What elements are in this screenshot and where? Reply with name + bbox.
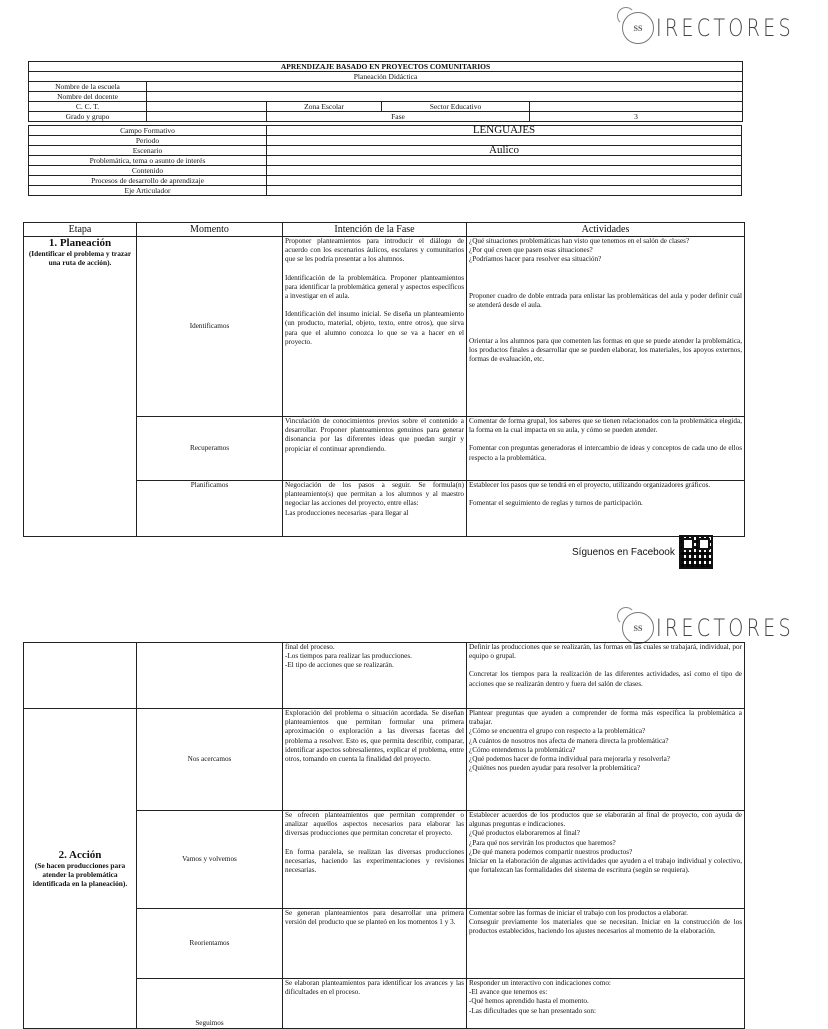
actividad-text: -El avance que tenemos es: [469, 988, 548, 997]
brand-wordmark: IRECTORES [656, 614, 794, 642]
actividad-text: ¿Cómo se encuentra el grupo con respecto a la problemática? [469, 727, 646, 736]
actividad-text: Comentar de forma grupal, los saberes que se tienen relacionados con la problemática elegida, la forma en la cual impacta en su aula, y cómo se pueden atender. [469, 417, 742, 435]
docente-label: Nombre del docente [29, 92, 147, 102]
actividad-text: Orientar a los alumnos para que comenten las formas en que se puede atender la problemática, los productos finales a desarrollar que se pueden elaborar, los materiales, los apoyos externos, formas de evaluación, etc. [469, 337, 742, 364]
col-intencion: Intención de la Fase [283, 223, 467, 237]
zona-label: Zona Escolar [267, 102, 382, 112]
actividades-cell [467, 909, 745, 979]
actividad-text: Fomentar el seguimiento de reglas y turnos de participación. [469, 499, 643, 508]
intencion-text: Identificación del insumo inicial. Se diseña un planteamiento (un producto, material, objeto, texto, entre otros), que sirva para que el alumno conozca lo que se va a hacer en el proyecto. [285, 310, 464, 346]
escuela-label: Nombre de la escuela [29, 82, 147, 92]
actividades-cell [467, 481, 745, 537]
stage-planeacion [24, 237, 137, 537]
intencion-cell: Se generan planteamientos para desarrollar una primera versión del producto que se planteó en los momentos 1 y 3. [283, 909, 467, 979]
moment-seguimos: Seguimos [137, 979, 283, 1029]
actividad-text: ¿De qué manera podemos compartir nuestros productos? [469, 847, 633, 856]
header-table [28, 61, 743, 122]
actividades-cell [467, 979, 745, 1029]
col-actividades: Actividades [467, 223, 745, 237]
actividades-cell [467, 709, 745, 811]
actividad-text: Establecer acuerdos de los productos que se elaborarán al final de proyecto, con ayuda de algunas preguntas e indicaciones. [469, 811, 742, 829]
actividad-text: ¿Para qué nos servirán los productos que haremos? [469, 838, 616, 847]
actividad-text: ¿Cómo entendemos la problemática? [469, 745, 576, 754]
qr-code-icon[interactable] [679, 535, 713, 569]
intencion-text: Se ofrecen planteamientos que permitan comprender o analizar aquellos aspectos necesarios para elaborar las diversas producciones que permitan concretar el proyecto. [285, 811, 464, 838]
moment-nos-acercamos: Nos acercamos [137, 709, 283, 811]
escenario-label: Escenario [29, 146, 267, 156]
actividad-text: Plantear preguntas que ayuden a comprender de forma más específica la problemática a trabajar. [469, 709, 742, 727]
actividad-text: ¿Qué podemos hacer de forma individual para mejorarla y resolverla? [469, 755, 670, 764]
actividad-text: ¿Qué situaciones problemáticas han visto que tenemos en el salón de clases? [469, 237, 690, 245]
actividad-text: -Qué hemos aprendido hasta el momento. [469, 997, 589, 1006]
sector-field[interactable] [530, 102, 743, 112]
intencion-text: Negociación de los pasos a seguir. Se formula(n) planteamiento(s) que permitan a los alumnos y al maestro negociar las acciones del proyecto, entre ellas: [285, 481, 464, 508]
intencion-text: -El tipo de acciones que se realizarán. [285, 661, 394, 670]
actividades-cell [467, 643, 745, 709]
stage-title: 1. Planeación [48, 237, 112, 249]
intencion-text: Identificación de la problemática. Proponer planteamientos para identificar la problemática general y aspectos específicos a investigar en el aula. [285, 273, 464, 301]
intencion-text: Las producciones necesarias -para llegar al [285, 508, 409, 517]
actividad-text: Iniciar en la elaboración de algunas actividades que ayuden a el trabajo individual y colectivo, que fortalezcan las formalidades del sistema de escritura (según se requiera). [469, 857, 742, 875]
sector-label: Sector Educativo [382, 102, 530, 112]
actividad-text: Conseguir previamente los materiales que se necesitan. Iniciar en la construcción de los productos establecidos, haciendo los ajustes necesarios al momento de la elaboración. [469, 918, 742, 936]
col-momento: Momento [137, 223, 283, 237]
moment-vamos-y-volvemos: Vamos y volvemos [137, 811, 283, 909]
stage-title: 2. Acción [58, 849, 102, 861]
escuela-field[interactable] [147, 82, 743, 92]
campo-label: Campo Formativo [29, 126, 267, 136]
actividad-text: ¿A cuántos de nosotros nos afecta de manera directa la problemática? [469, 736, 669, 745]
procesos-label: Procesos de desarrollo de aprendizaje [29, 176, 267, 186]
actividad-text: ¿Podríamos hacer para resolver esa situación? [469, 255, 602, 264]
moment-reorientamos: Reorientamos [137, 909, 283, 979]
brand-logo [622, 12, 828, 44]
escenario-value: Aulico [267, 146, 742, 156]
actividad-text: Comentar sobre las formas de iniciar el trabajo con los productos a elaborar. [469, 909, 688, 917]
grado-label: Grado y grupo [29, 112, 147, 122]
actividad-text: ¿Quiénes nos pueden ayudar para resolver la problemática? [469, 764, 641, 773]
actividad-text: ¿Por qué creen que pasen esas situaciones? [469, 246, 593, 255]
contenido-field[interactable] [267, 166, 742, 176]
grado-field[interactable] [147, 112, 267, 122]
stage-subtitle: (Identificar el problema y trazar una ruta de acción). [28, 249, 132, 267]
fase-label: Fase [267, 112, 530, 122]
actividad-text: Establecer los pasos que se tendrá en el proyecto, utilizando organizadores gráficos. [469, 481, 711, 489]
stage-subtitle: (Se hacen producciones para atender la problemática identificada en la planeación). [32, 861, 128, 888]
actividad-text: Concretar los tiempos para la realización de las diferentes actividades, así como el tipo de acciones que se realizarán dentro y fuera del salón de clases. [469, 670, 742, 688]
intencion-cell [283, 237, 467, 417]
moment-recuperamos: Recuperamos [137, 417, 283, 481]
intencion-cell [283, 811, 467, 909]
eje-field[interactable] [267, 186, 742, 196]
intencion-cell: Se elaboran planteamientos para identificar los avances y las dificultades en el proceso. [283, 979, 467, 1029]
contenido-label: Contenido [29, 166, 267, 176]
moment-cont [137, 643, 283, 709]
brand-badge-icon: SS [622, 612, 654, 644]
actividad-text: Fomentar con preguntas generadoras el intercambio de ideas y conceptos de cada uno de ellos respecto a la problemática. [469, 444, 742, 462]
procesos-field[interactable] [267, 176, 742, 186]
fase-value: 3 [530, 112, 743, 122]
doc-subtitle: Planeación Didáctica [29, 72, 743, 82]
intencion-text: En forma paralela, se realizan las diversas producciones necesarias, haciendo las experimentaciones y revisiones necesarias. [285, 847, 464, 875]
moment-identificamos: Identificamos [137, 237, 283, 417]
stage-cont [24, 643, 137, 709]
actividad-text: ¿Qué productos elaboraremos al final? [469, 829, 580, 838]
eje-label: Eje Articulador [29, 186, 267, 196]
intencion-cell [283, 643, 467, 709]
actividad-text: Proponer cuadro de doble entrada para enlistar las problemáticas del aula y poder definir cuál se atenderá desde el aula. [469, 291, 742, 309]
brand-logo-page2 [622, 612, 828, 644]
actividad-text: Definir las producciones que se realizarán, las formas en las cuales se trabajará, individual, por equipo o grupal. [469, 643, 742, 661]
brand-badge-icon: SS [622, 12, 654, 44]
doc-title: APRENDIZAJE BASADO EN PROYECTOS COMUNITARIOS [29, 62, 743, 72]
cct-field[interactable] [147, 102, 267, 112]
brand-wordmark: IRECTORES [656, 14, 794, 42]
stage-accion [24, 709, 137, 1029]
phase-table-page2 [23, 642, 745, 1029]
intencion-text: -Los tiempos para realizar las producciones. [285, 652, 412, 661]
intencion-cell [283, 481, 467, 537]
header-table-2 [28, 125, 742, 196]
actividades-cell [467, 237, 745, 417]
actividades-cell [467, 417, 745, 481]
intencion-cell: Exploración del problema o situación acordada. Se diseñan planteamientos que permitan formular una primera aproximación o exploración a las diversas facetas del problema a resolver. Esto es, que permita describir, comparar, identificar aspectos sobresalientes, explicar el problema, entre otros, tomando en cuenta la finalidad del proyecto. [283, 709, 467, 811]
intencion-cell: Vinculación de conocimientos previos sobre el contenido a desarrollar. Proponer planteamientos genuinos para generar disonancia por las diferentes ideas que puedan surgir y propiciar el continuar aprendiendo. [283, 417, 467, 481]
docente-field[interactable] [147, 92, 743, 102]
col-etapa: Etapa [24, 223, 137, 237]
facebook-link[interactable]: Síguenos en Facebook [572, 547, 675, 558]
problematica-label: Problemática, tema o asunto de interés [29, 156, 267, 166]
actividad-text: -Las dificultades que se han presentado son: [469, 1006, 596, 1015]
intencion-text: final del proceso. [285, 643, 335, 651]
phase-table-page1 [23, 222, 745, 537]
moment-planificamos: Planificamos [137, 481, 283, 537]
intencion-text: Proponer planteamientos para introducir el diálogo de acuerdo con los escenarios áulicos, escolares y comunitarios que se les podría presentar a los alumnos. [285, 237, 464, 264]
periodo-label: Periodo [29, 136, 267, 146]
campo-value: LENGUAJES [267, 126, 742, 136]
cct-label: C. C. T. [29, 102, 147, 112]
actividades-cell [467, 811, 745, 909]
problematica-field[interactable] [267, 156, 742, 166]
actividad-text: Responder un interactivo con indicaciones como: [469, 979, 611, 987]
